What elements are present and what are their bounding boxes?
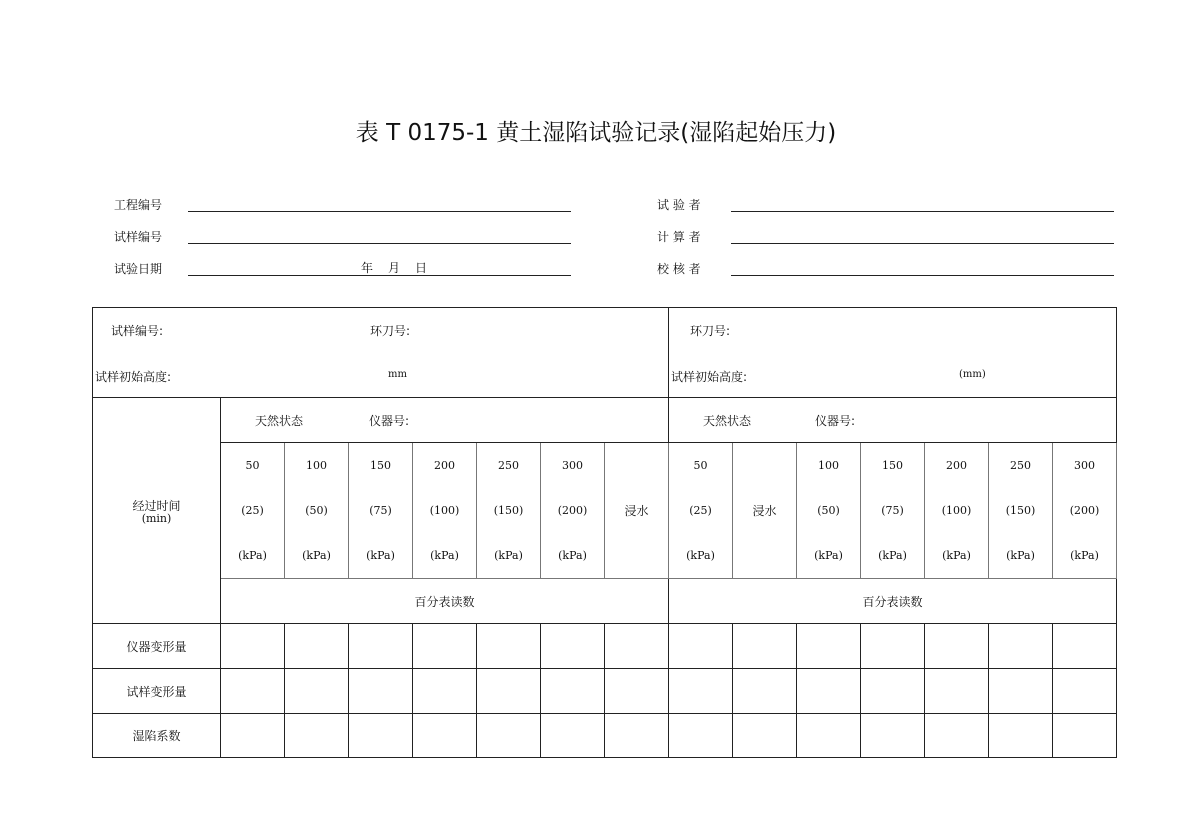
load-column-header (413, 443, 477, 579)
load-column-header (349, 443, 413, 579)
load-column-header (605, 443, 669, 579)
load-value: 150 (370, 459, 391, 472)
data-cell[interactable] (605, 669, 669, 714)
data-cell[interactable] (861, 714, 925, 758)
load-value: 200 (434, 459, 455, 472)
data-cell[interactable] (285, 714, 349, 758)
load-value: 250 (498, 459, 519, 472)
load-secondary: (200) (557, 504, 588, 517)
calculator-field[interactable] (731, 243, 1114, 244)
data-cell[interactable] (669, 624, 733, 669)
load-value: 150 (882, 459, 903, 472)
load-column-header (221, 443, 285, 579)
data-cell[interactable] (733, 624, 797, 669)
data-cell[interactable] (925, 624, 989, 669)
data-cell[interactable] (221, 714, 285, 758)
sample-no-label: 试样编号 (114, 230, 163, 244)
checker-field[interactable] (731, 275, 1114, 276)
time-unit: (min) (141, 512, 172, 525)
right-reading-label: 百分表读数 (669, 579, 1117, 624)
soak-label: 浸水 (752, 504, 777, 518)
data-cell[interactable] (221, 624, 285, 669)
data-cell[interactable] (797, 714, 861, 758)
load-column-header (925, 443, 989, 579)
load-secondary: (25) (689, 504, 712, 517)
init-height-label: 试样初始高度: (671, 370, 748, 384)
load-secondary: (75) (881, 504, 904, 517)
load-unit: (kPa) (366, 549, 395, 562)
data-cell[interactable] (285, 669, 349, 714)
load-secondary: (200) (1069, 504, 1100, 517)
date-day: 日 (415, 261, 428, 275)
load-value: 50 (245, 459, 260, 472)
load-unit: (kPa) (302, 549, 331, 562)
load-column-header (797, 443, 861, 579)
data-cell[interactable] (925, 714, 989, 758)
load-unit: (kPa) (238, 549, 267, 562)
data-cell[interactable] (477, 624, 541, 669)
load-value: 50 (693, 459, 708, 472)
load-column-header (733, 443, 797, 579)
data-cell[interactable] (861, 624, 925, 669)
data-cell[interactable] (1053, 669, 1117, 714)
data-cell[interactable] (349, 624, 413, 669)
init-height-label: 试样初始高度: (95, 370, 172, 384)
instrument-label: 仪器号: (815, 413, 856, 428)
data-cell[interactable] (669, 714, 733, 758)
load-column-header (477, 443, 541, 579)
tester-field[interactable] (731, 211, 1114, 212)
data-cell[interactable] (349, 669, 413, 714)
load-secondary: (150) (493, 504, 524, 517)
load-column-header (989, 443, 1053, 579)
load-column-header (861, 443, 925, 579)
test-date-label: 试验日期 (114, 262, 163, 276)
data-cell[interactable] (861, 669, 925, 714)
load-secondary: (50) (305, 504, 328, 517)
project-no-label: 工程编号 (114, 198, 163, 212)
load-value: 100 (818, 459, 839, 472)
load-secondary: (150) (1005, 504, 1036, 517)
data-cell[interactable] (605, 624, 669, 669)
instrument-label: 仪器号: (369, 413, 410, 428)
data-cell[interactable] (797, 624, 861, 669)
elapsed-time-label: 经过时间 (132, 499, 181, 513)
data-cell[interactable] (733, 714, 797, 758)
height-unit: (mm) (959, 369, 986, 380)
data-cell[interactable] (989, 714, 1053, 758)
load-unit: (kPa) (1070, 549, 1099, 562)
data-cell[interactable] (1053, 624, 1117, 669)
data-cell[interactable] (541, 669, 605, 714)
data-cell[interactable] (477, 714, 541, 758)
sample-no-field[interactable] (188, 243, 571, 244)
data-cell[interactable] (541, 624, 605, 669)
row-label: 试样变形量 (93, 669, 221, 714)
load-unit: (kPa) (942, 549, 971, 562)
ring-no-label: 环刀号: (370, 324, 411, 338)
data-cell[interactable] (413, 669, 477, 714)
load-value: 300 (562, 459, 583, 472)
left-reading-label: 百分表读数 (221, 579, 669, 624)
data-cell[interactable] (605, 714, 669, 758)
load-column-header (669, 443, 733, 579)
load-column-header (1053, 443, 1117, 579)
data-cell[interactable] (1053, 714, 1117, 758)
height-unit: mm (388, 369, 407, 380)
tester-label: 试 验 者 (657, 198, 701, 212)
load-value: 100 (306, 459, 327, 472)
elapsed-time-header (93, 398, 221, 624)
load-unit: (kPa) (494, 549, 523, 562)
data-cell[interactable] (925, 669, 989, 714)
date-year: 年 (361, 261, 374, 275)
load-secondary: (50) (817, 504, 840, 517)
data-cell[interactable] (797, 669, 861, 714)
load-secondary: (75) (369, 504, 392, 517)
right-state-row (669, 398, 1117, 443)
load-value: 300 (1074, 459, 1095, 472)
calculator-label: 计 算 者 (657, 230, 701, 244)
load-secondary: (100) (429, 504, 460, 517)
load-unit: (kPa) (878, 549, 907, 562)
row-label: 仪器变形量 (93, 624, 221, 669)
data-cell[interactable] (413, 714, 477, 758)
load-unit: (kPa) (430, 549, 459, 562)
project-no-field[interactable] (188, 211, 571, 212)
soak-label: 浸水 (624, 504, 649, 518)
data-cell[interactable] (989, 669, 1053, 714)
checker-label: 校 核 者 (657, 262, 701, 276)
data-cell[interactable] (477, 669, 541, 714)
right-sample-header (669, 308, 1117, 398)
test-date-field[interactable] (188, 275, 571, 276)
load-unit: (kPa) (686, 549, 715, 562)
data-cell[interactable] (413, 624, 477, 669)
data-cell[interactable] (285, 624, 349, 669)
load-unit: (kPa) (558, 549, 587, 562)
data-cell[interactable] (669, 669, 733, 714)
data-cell[interactable] (349, 714, 413, 758)
left-sample-header (93, 308, 669, 398)
load-value: 250 (1010, 459, 1031, 472)
load-secondary: (100) (941, 504, 972, 517)
ring-no-label: 环刀号: (690, 324, 731, 338)
page-title: 表 T 0175-1 黄土湿陷试验记录(湿陷起始压力) (355, 120, 837, 146)
left-state-row (221, 398, 669, 443)
load-column-header (541, 443, 605, 579)
state-label: 天然状态 (255, 413, 304, 428)
load-unit: (kPa) (814, 549, 843, 562)
load-unit: (kPa) (1006, 549, 1035, 562)
data-cell[interactable] (541, 714, 605, 758)
sample-no-label: 试样编号: (111, 324, 164, 338)
data-cell[interactable] (733, 669, 797, 714)
load-column-header (285, 443, 349, 579)
load-value: 200 (946, 459, 967, 472)
date-month: 月 (388, 261, 401, 275)
data-cell[interactable] (989, 624, 1053, 669)
row-label: 湿陷系数 (93, 714, 221, 758)
load-secondary: (25) (241, 504, 264, 517)
state-label: 天然状态 (703, 413, 752, 428)
test-table (92, 307, 1117, 758)
data-cell[interactable] (221, 669, 285, 714)
